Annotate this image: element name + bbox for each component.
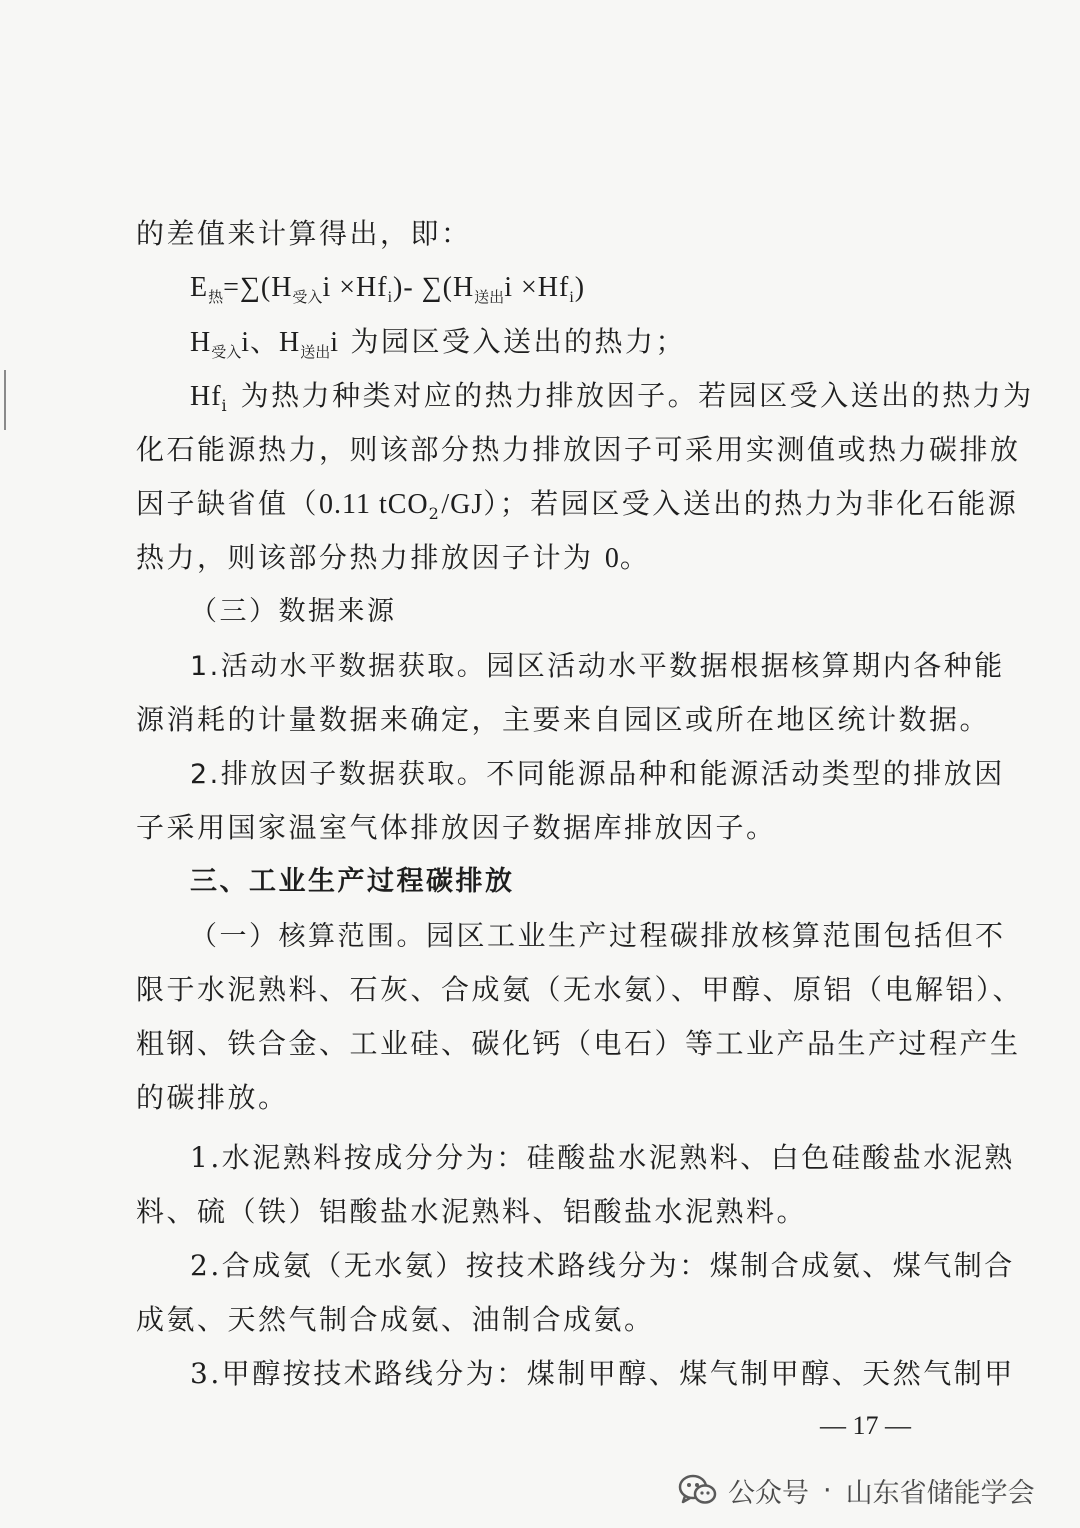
h-definition-line: $H_{受入}i$、$H_{送出}i$ 为园区受入送出的热力； bbox=[190, 325, 686, 361]
text-line-21: 3.甲醇按技术路线分为：煤制甲醇、煤气制甲醇、天然气制甲 bbox=[190, 1357, 1015, 1390]
wechat-icon bbox=[678, 1473, 718, 1507]
text-line-17: 1.水泥熟料按成分分为：硅酸盐水泥熟料、白色硅酸盐水泥熟 bbox=[190, 1141, 1015, 1174]
hfi-definition-line: $Hf_i$ 为热力种类对应的热力排放因子。若园区受入送出的热力为 bbox=[190, 379, 1034, 415]
text-line-5: 因子缺省值（0.11 tCO$_2$/GJ）；若园区受入送出的热力为非化石能源 bbox=[136, 487, 1019, 523]
footer-separator: · bbox=[823, 1474, 832, 1506]
page-number: — 17 — bbox=[820, 1411, 911, 1440]
text-line-1: 的差值来计算得出，即： bbox=[136, 217, 472, 250]
text-line-19: 2.合成氨（无水氨）按技术路线分为：煤制合成氨、煤气制合 bbox=[190, 1249, 1015, 1282]
text-line-20: 成氨、天然气制合成氨、油制合成氨。 bbox=[136, 1303, 655, 1336]
footer-account-label: 公众号 bbox=[728, 1477, 809, 1509]
text-line-4: 化石能源热力，则该部分热力排放因子可采用实测值或热力碳排放 bbox=[136, 433, 1021, 466]
text-line-8: 1.活动水平数据获取。园区活动水平数据根据核算期内各种能 bbox=[190, 649, 1005, 682]
footer-account-name: 山东省储能学会 bbox=[845, 1477, 1035, 1509]
section-heading-industrial: 三、工业生产过程碳排放 bbox=[190, 866, 515, 897]
text-line-16: 的碳排放。 bbox=[136, 1081, 289, 1114]
text-line-13: （一）核算范围。园区工业生产过程碳排放核算范围包括但不 bbox=[190, 919, 1006, 952]
text-line-14: 限于水泥熟料、石灰、合成氨（无水氨）、甲醇、原铝（电解铝）、 bbox=[136, 973, 1024, 1006]
section-heading-data-source: （三）数据来源 bbox=[190, 596, 397, 627]
footer-watermark bbox=[678, 1468, 1035, 1512]
text-line-9: 源消耗的计量数据来确定，主要来自园区或所在地区统计数据。 bbox=[136, 703, 991, 736]
text-line-15: 粗钢、铁合金、工业硅、碳化钙（电石）等工业产品生产过程产生 bbox=[136, 1027, 1021, 1060]
text-line-10: 2.排放因子数据获取。不同能源品种和能源活动类型的排放因 bbox=[190, 757, 1005, 790]
text-line-18: 料、硫（铁）铝酸盐水泥熟料、铝酸盐水泥熟料。 bbox=[136, 1195, 808, 1228]
text-line-6: 热力，则该部分热力排放因子计为 0。 bbox=[136, 541, 649, 574]
heat-emission-formula: $E_热=\sum(H_{受入}i \times Hf_i)-$ $\sum(H_{送出}i \times Hf_i)$ bbox=[190, 272, 586, 306]
text-line-11: 子采用国家温室气体排放因子数据库排放因子。 bbox=[136, 811, 777, 844]
